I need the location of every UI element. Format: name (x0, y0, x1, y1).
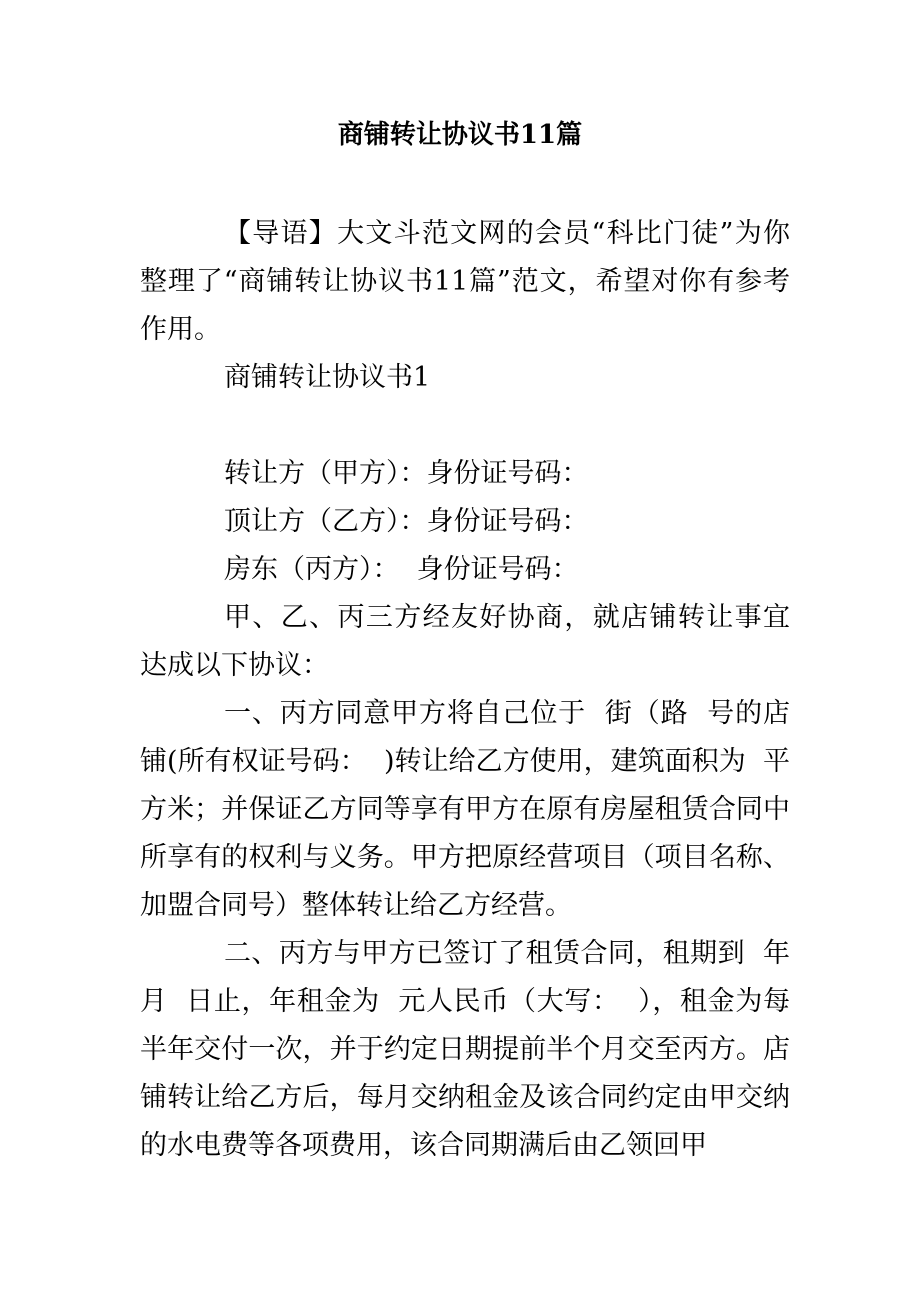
intro-paragraph: 【导语】大文斗范文网的会员“科比门徒”为你整理了“商铺转让协议书11篇”范文，希望对你有参考作用。 (140, 218, 790, 345)
clause-one: 一、丙方同意甲方将自己位于 街（路 号的店铺(所有权证号码： )转让给乙方使用，建筑面积为 平方米；并保证乙方同等享有甲方在原有房屋租赁合同中所享有的权利与义务。甲方把原经营项目（项目名称、加盟合同号）整体转让给乙方经营。 (140, 698, 790, 921)
document-body (140, 210, 808, 1170)
party-transferee-line: 顶让方（乙方）：身份证号码： (224, 506, 589, 537)
agreement-preamble: 甲、乙、丙三方经友好协商，就店铺转让事宜达成以下协议： (140, 602, 790, 681)
clause-two: 二、丙方与甲方已签订了租赁合同，租期到 年 月 日止，年租金为 元人民币（大写： ），租金为每半年交付一次，并于约定日期提前半个月交至丙方。店铺转让给乙方后，每月交纳租金及该合同约定由甲交纳的水电费等各项费用，该合同期满后由乙领回甲 (140, 938, 808, 1161)
blank-line (140, 402, 790, 450)
party-transferor-line: 转让方（甲方）：身份证号码： (224, 458, 589, 489)
document-title: 商铺转让协议书11篇 (337, 120, 583, 150)
section-heading: 商铺转让协议书1 (224, 362, 431, 393)
party-landlord-line: 房东（丙方）： 身份证号码： (224, 554, 579, 585)
